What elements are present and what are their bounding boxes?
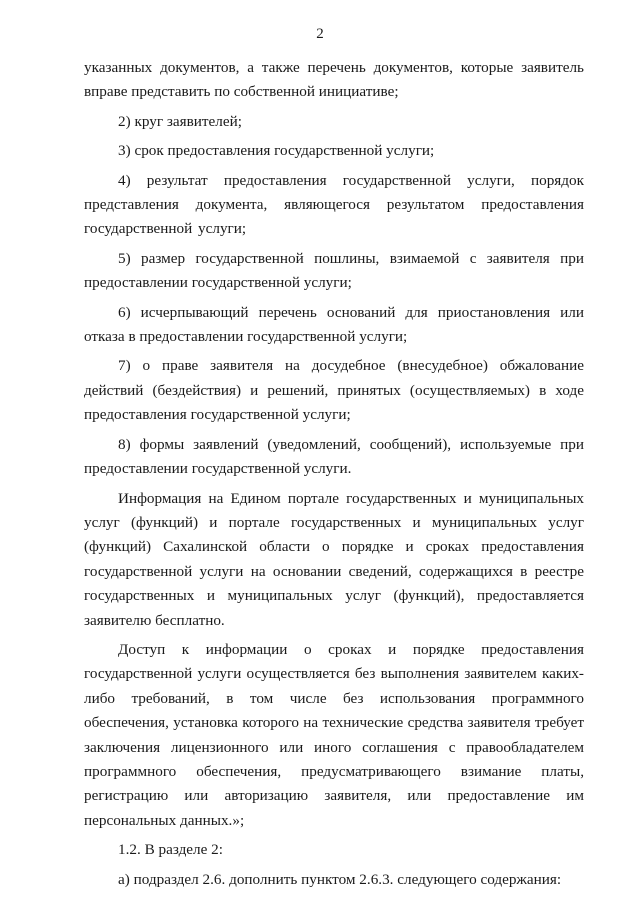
page-number: 2 — [316, 26, 324, 42]
paragraph-portal-information: Информация на Едином портале государственных и муниципальных услуг (функций) и портале государственных и муниципальных услуг (функций) Сахалинской области о порядке и сроках предоставления государственной услуги на основании сведений, содержащихся в реестре государственных и муниципальных услуг (функций), предоставляется заявителю бесплатно. — [84, 489, 584, 629]
paragraph-applicants: 2) круг заявителей; — [118, 112, 242, 130]
paragraph-subsection-2-6-amendment: а) подраздел 2.6. дополнить пунктом 2.6.3. следующего содержания: — [118, 870, 562, 888]
paragraph-service-result: 4) результат предоставления государственной услуги, порядок представления документа, являющегося результатом предоставления государственной услуги; — [84, 171, 584, 238]
paragraph-documents-continuation: указанных документов, а также перечень документов, которые заявитель вправе представить по собственной инициативе; — [84, 59, 584, 101]
paragraph-state-fee: 5) размер государственной пошлины, взимаемой с заявителя при предоставлении государственной услуги; — [84, 249, 584, 292]
paragraph-access-information: Доступ к информации о сроках и порядке предоставления государственной услуги осуществляется без выполнения заявителем каких-либо требований, в том числе без использования программного обеспечения, установка которого на технические средства заявителя требует заключения лицензионного или иного соглашения с правообладателем программного обеспечения, предусматривающего взимание платы, регистрацию или авторизацию заявителя, или предоставление им персональных данных.»; — [84, 640, 584, 829]
paragraph-application-forms: 8) формы заявлений (уведомлений, сообщений), используемые при предоставлении государственной услуги. — [84, 435, 584, 478]
paragraph-appeal-right: 7) о праве заявителя на досудебное (внесудебное) обжалование действий (бездействия) и решений, принятых (осуществляемых) в ходе предоставления государственной услуги; — [84, 357, 584, 424]
paragraph-refusal-grounds: 6) исчерпывающий перечень оснований для приостановления или отказа в предоставлении государственной услуги; — [84, 303, 584, 346]
document-body — [84, 56, 584, 897]
paragraph-service-term: 3) срок предоставления государственной услуги; — [118, 142, 435, 160]
paragraph-section-2-heading: 1.2. В разделе 2: — [118, 841, 223, 859]
